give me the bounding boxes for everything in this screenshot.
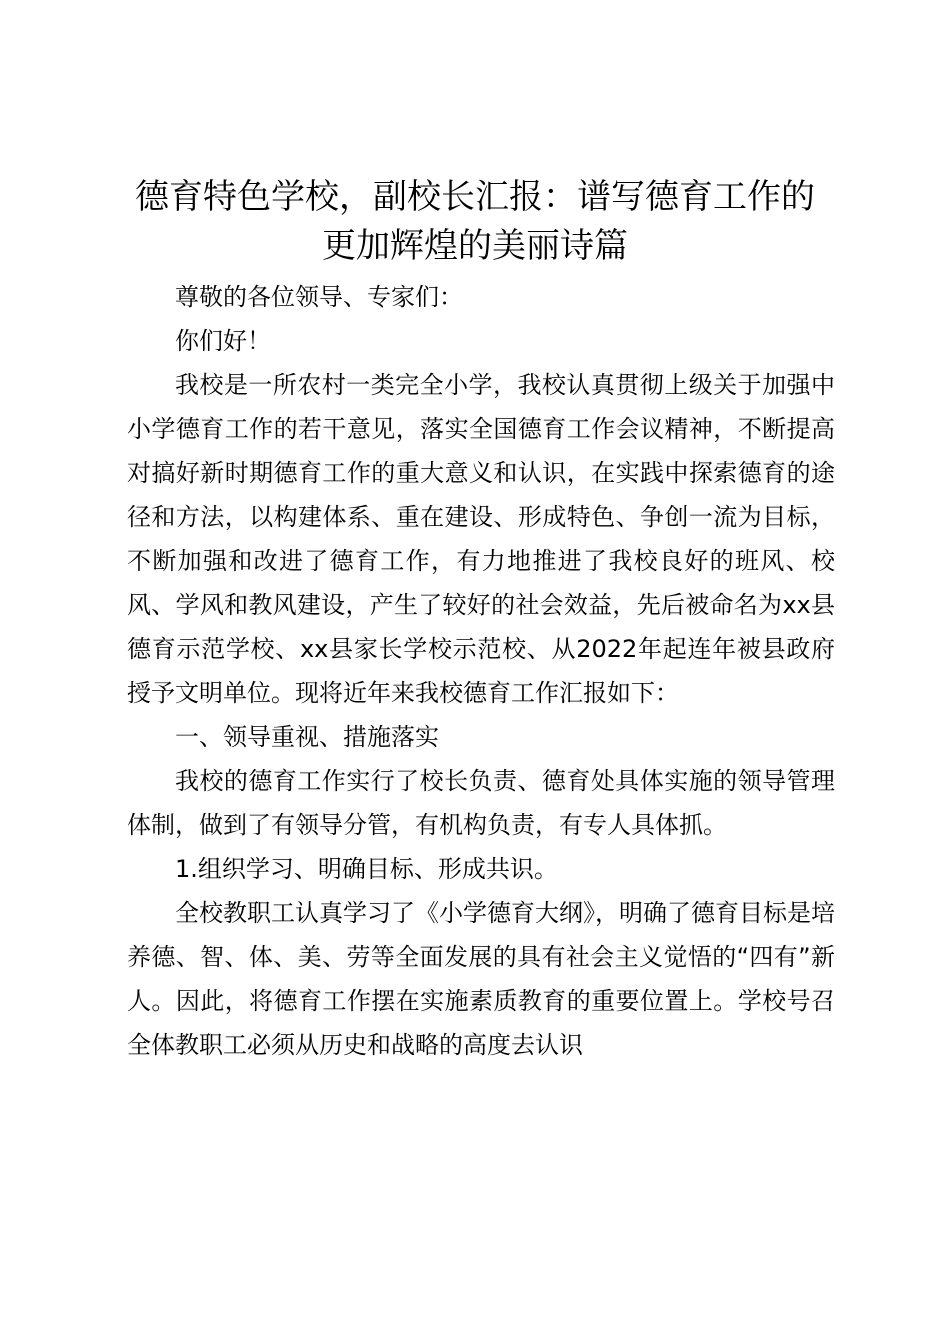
body-paragraph: 全校教职工认真学习了《小学德育大纲》，明确了德育目标是培养德、智、体、美、劳等全面发展的具有社会主义觉悟的“四有”新人。因此，将德育工作摆在实施素质教育的重要位置上。学校号召全体教职工必须从历史和战略的高度去认识 bbox=[127, 899, 835, 1059]
salutation: 尊敬的各位领导、专家们： bbox=[175, 283, 463, 311]
section-heading-1: 一、领导重视、措施落实 bbox=[175, 723, 439, 751]
document-title-line-1: 德育特色学校，副校长汇报：谱写德育工作的 bbox=[135, 177, 815, 217]
document-title-line-2: 更加辉煌的美丽诗篇 bbox=[322, 226, 628, 266]
subsection-heading-1: 1.组织学习、明确目标、形成共识。 bbox=[175, 855, 558, 883]
body-paragraph: 我校的德育工作实行了校长负责、德育处具体实施的领导管理体制，做到了有领导分管，有机构负责，有专人具体抓。 bbox=[127, 767, 835, 839]
intro-paragraph: 我校是一所农村一类完全小学，我校认真贯彻上级关于加强中小学德育工作的若干意见，落实全国德育工作会议精神，不断提高对搞好新时期德育工作的重大意义和认识，在实践中探索德育的途径和方法，以构建体系、重在建设、形成特色、争创一流为目标，不断加强和改进了德育工作，有力地推进了我校良好的班风、校风、学风和教风建设，产生了较好的社会效益，先后被命名为xx县德育示范学校、xx县家长学校示范校、从2022年起连年被县政府授予文明单位。现将近年来我校德育工作汇报如下： bbox=[127, 371, 835, 707]
greeting: 你们好！ bbox=[175, 327, 271, 355]
document-body bbox=[127, 275, 835, 1067]
